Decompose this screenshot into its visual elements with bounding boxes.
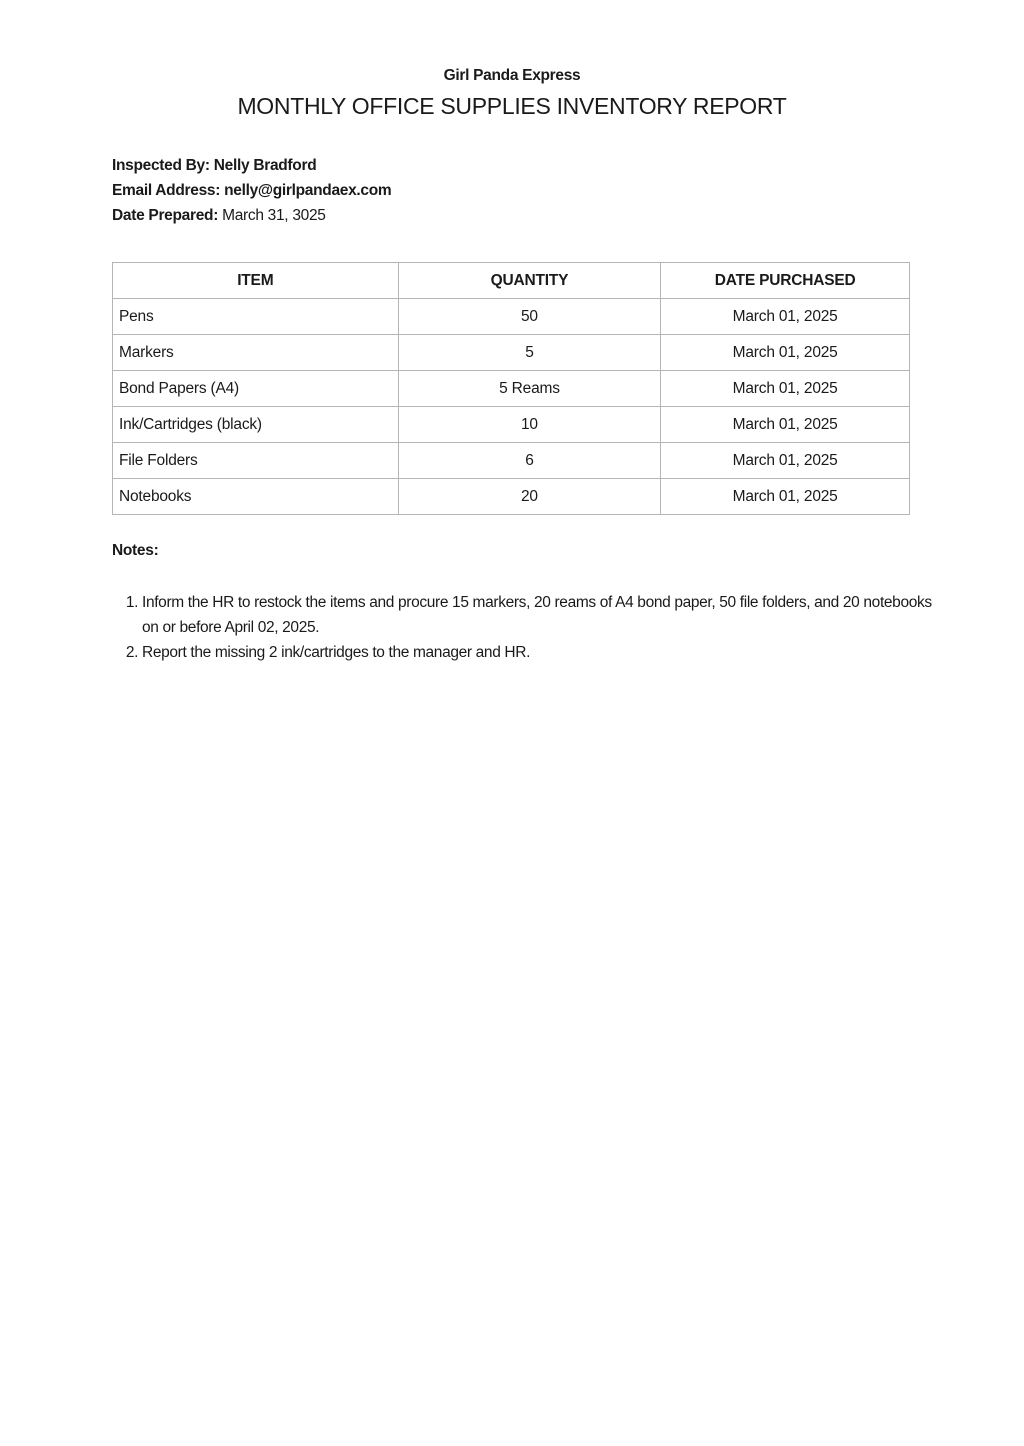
- quantity-cell: 50: [398, 299, 661, 335]
- date-cell: March 01, 2025: [661, 479, 910, 515]
- item-cell: Notebooks: [113, 479, 399, 515]
- date-cell: March 01, 2025: [661, 407, 910, 443]
- date-cell: March 01, 2025: [661, 443, 910, 479]
- report-meta: [112, 153, 391, 228]
- date-prepared: [112, 203, 391, 228]
- date-value: March 31, 3025: [222, 207, 326, 224]
- inspected-by: [112, 153, 391, 178]
- date-cell: March 01, 2025: [661, 335, 910, 371]
- date-cell: March 01, 2025: [661, 299, 910, 335]
- item-cell: Pens: [113, 299, 399, 335]
- table-row: [113, 299, 910, 335]
- email-value: nelly@girlpandaex.com: [224, 182, 392, 199]
- table-row: [113, 443, 910, 479]
- table-row: [113, 479, 910, 515]
- table-header-row: [113, 263, 910, 299]
- table-row: [113, 371, 910, 407]
- header-quantity: QUANTITY: [398, 263, 661, 299]
- note-item: 2. Report the missing 2 ink/cartridges to the manager and HR.: [142, 640, 942, 665]
- item-cell: Bond Papers (A4): [113, 371, 399, 407]
- table-row: [113, 335, 910, 371]
- table-row: [113, 407, 910, 443]
- email-label: Email Address:: [112, 182, 221, 199]
- quantity-cell: 6: [398, 443, 661, 479]
- header-date-purchased: DATE PURCHASED: [661, 263, 910, 299]
- date-cell: March 01, 2025: [661, 371, 910, 407]
- item-cell: Markers: [113, 335, 399, 371]
- date-label: Date Prepared:: [112, 207, 219, 224]
- inspected-by-value: Nelly Bradford: [213, 157, 317, 174]
- report-title: MONTHLY OFFICE SUPPLIES INVENTORY REPORT: [237, 93, 787, 119]
- note-item: 1. Inform the HR to restock the items and procure 15 markers, 20 reams of A4 bond paper, 50 file folders, and 20 notebooks on or before April 02, 2025.: [142, 590, 942, 640]
- inventory-table: [112, 262, 910, 515]
- email-address: [112, 178, 391, 203]
- notes-list: [112, 590, 942, 665]
- quantity-cell: 10: [398, 407, 661, 443]
- item-cell: File Folders: [113, 443, 399, 479]
- quantity-cell: 5: [398, 335, 661, 371]
- notes-label: Notes:: [112, 542, 159, 559]
- company-name: Girl Panda Express: [443, 67, 581, 84]
- quantity-cell: 20: [398, 479, 661, 515]
- item-cell: Ink/Cartridges (black): [113, 407, 399, 443]
- quantity-cell: 5 Reams: [398, 371, 661, 407]
- inspected-by-label: Inspected By:: [112, 157, 210, 174]
- header-item: ITEM: [113, 263, 399, 299]
